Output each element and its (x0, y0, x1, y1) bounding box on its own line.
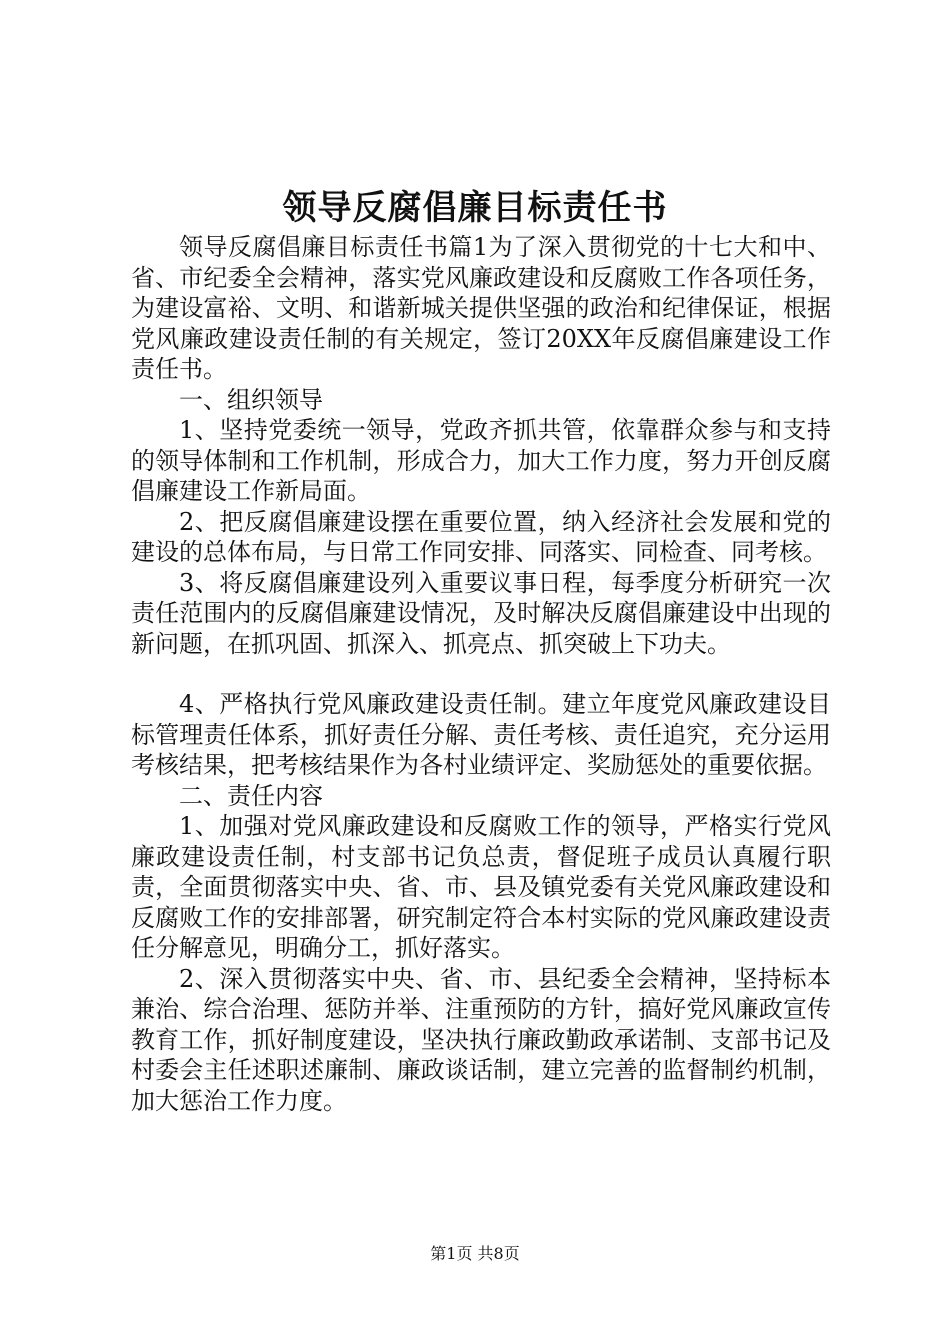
paragraph-org-item-3: 3、将反腐倡廉建设列入重要议事日程，每季度分析研究一次责任范围内的反腐倡廉建设情况，及时解决反腐倡廉建设中出现的新问题，在抓巩固、抓深入、抓亮点、抓突破上下功夫。 (131, 568, 831, 658)
page-footer: 第1页 共8页 (430, 1244, 520, 1263)
paragraph-org-item-4: 4、严格执行党风廉政建设责任制。建立年度党风廉政建设目标管理责任体系，抓好责任分解、责任考核、责任追究，充分运用考核结果，把考核结果作为各村业绩评定、奖励惩处的重要依据。 (131, 690, 831, 779)
document-title: 领导反腐倡廉目标责任书 (282, 188, 668, 228)
paragraph-resp-item-2: 2、深入贯彻落实中央、省、市、县纪委全会精神，坚持标本兼治、综合治理、惩防并举、注重预防的方针，搞好党风廉政宣传教育工作，抓好制度建设，坚决执行廉政勤政承诺制、支部书记及村委会主任述职述廉制、廉政谈话制，建立完善的监督制约机制，加大惩治工作力度。 (131, 964, 831, 1115)
paragraph-intro: 领导反腐倡廉目标责任书篇1为了深入贯彻党的十七大和中、省、市纪委全会精神，落实党风廉政建设和反腐败工作各项任务，为建设富裕、文明、和谐新城关提供坚强的政治和纪律保证，根据党风廉政建设责任制的有关规定，签订20XX年反腐倡廉建设工作责任书。 (131, 233, 831, 383)
section-heading-responsibilities: 二、责任内容 (179, 781, 323, 810)
paragraph-org-item-2: 2、把反腐倡廉建设摆在重要位置，纳入经济社会发展和党的建设的总体布局，与日常工作同安排、同落实、同检查、同考核。 (131, 507, 831, 566)
paragraph-org-item-1: 1、坚持党委统一领导，党政齐抓共管，依靠群众参与和支持的领导体制和工作机制，形成合力，加大工作力度，努力开创反腐倡廉建设工作新局面。 (131, 416, 831, 505)
section-heading-organization: 一、组织领导 (179, 385, 323, 414)
paragraph-spacer (131, 659, 831, 689)
paragraph-resp-item-1: 1、加强对党风廉政建设和反腐败工作的领导，严格实行党风廉政建设责任制，村支部书记负总责，督促班子成员认真履行职责，全面贯彻落实中央、省、市、县及镇党委有关党风廉政建设和反腐败工作的安排部署，研究制定符合本村实际的党风廉政建设责任分解意见，明确分工，抓好落实。 (131, 812, 831, 962)
document-body (131, 232, 831, 1116)
